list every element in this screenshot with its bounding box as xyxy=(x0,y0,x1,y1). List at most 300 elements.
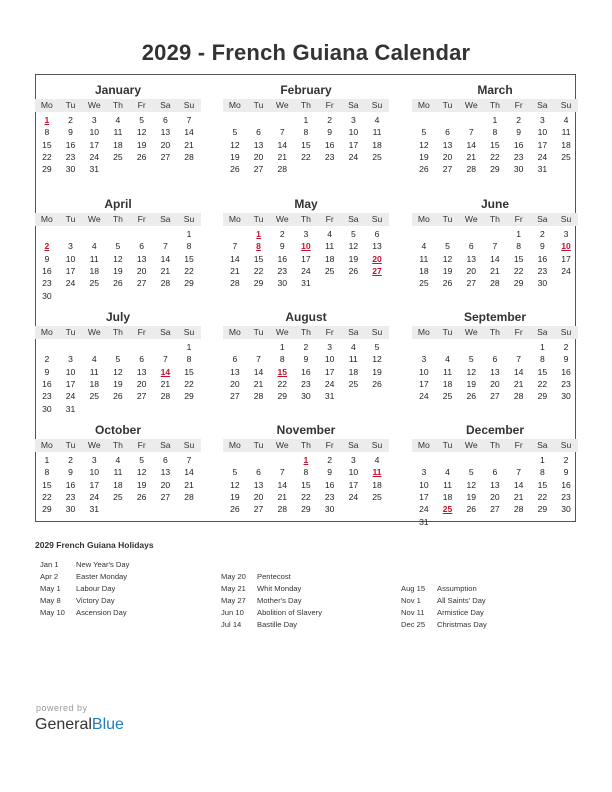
day-cell: 24 xyxy=(65,278,76,289)
day-cell: 4 xyxy=(563,115,569,125)
day-cell: 19 xyxy=(113,265,123,276)
day-cell: 31 xyxy=(324,391,335,402)
holiday-day-cell: 14 xyxy=(160,366,171,377)
day-cell: 16 xyxy=(65,139,76,150)
weekday-label: Sa xyxy=(348,214,359,224)
day-cell: 25 xyxy=(348,378,359,389)
day-cell: 2 xyxy=(327,455,333,465)
day-cell: 6 xyxy=(232,354,238,365)
holiday-name: Christmas Day xyxy=(437,620,487,629)
day-cell: 7 xyxy=(492,241,498,252)
day-cell: 6 xyxy=(139,354,145,365)
day-cell: 17 xyxy=(561,253,571,264)
day-cell: 19 xyxy=(230,151,240,162)
day-cell: 11 xyxy=(89,253,99,264)
day-cell: 22 xyxy=(301,151,311,162)
day-cell: 26 xyxy=(419,164,429,175)
day-cell: 5 xyxy=(115,354,121,365)
day-cell: 3 xyxy=(91,455,97,465)
day-cell: 10 xyxy=(348,127,359,138)
weekday-label: Sa xyxy=(537,214,548,224)
day-cell: 1 xyxy=(44,455,50,465)
day-cell: 26 xyxy=(466,504,477,515)
day-cell: 10 xyxy=(537,127,548,138)
day-cell: 7 xyxy=(162,241,168,252)
day-cell: 8 xyxy=(186,241,192,252)
day-cell: 25 xyxy=(419,278,429,289)
day-cell: 9 xyxy=(68,467,73,478)
weekday-label: Mo xyxy=(417,440,430,450)
day-cell: 24 xyxy=(348,151,359,162)
day-cell: 22 xyxy=(301,491,311,502)
day-cell: 3 xyxy=(421,467,427,478)
day-cell: 20 xyxy=(490,491,500,502)
day-cell: 10 xyxy=(324,354,335,365)
holiday-name: Bastille Day xyxy=(257,620,298,629)
day-cell: 18 xyxy=(113,479,123,490)
day-cell: 21 xyxy=(513,378,524,389)
holiday-day-cell: 1 xyxy=(256,229,261,239)
day-cell: 5 xyxy=(232,127,238,138)
day-cell: 12 xyxy=(348,241,359,252)
day-cell: 5 xyxy=(232,467,238,478)
day-cell: 14 xyxy=(513,366,524,377)
day-cell: 14 xyxy=(490,253,500,264)
day-cell: 22 xyxy=(184,378,194,389)
day-cell: 30 xyxy=(301,391,311,402)
weekday-label: Sa xyxy=(160,327,171,337)
day-cell: 19 xyxy=(113,378,123,389)
day-cell: 13 xyxy=(442,139,453,150)
day-cell: 7 xyxy=(186,115,192,125)
day-cell: 21 xyxy=(184,479,194,490)
day-cell: 2 xyxy=(279,229,285,239)
day-cell: 10 xyxy=(419,366,429,377)
day-cell: 15 xyxy=(42,479,52,490)
holiday-day-cell: 2 xyxy=(44,241,50,252)
day-cell: 19 xyxy=(419,151,429,162)
holiday-date: May 8 xyxy=(40,596,61,605)
day-cell: 3 xyxy=(350,115,356,125)
day-cell: 6 xyxy=(374,229,380,239)
day-cell: 27 xyxy=(253,504,264,515)
weekday-label: Mo xyxy=(40,214,53,224)
month-name: May xyxy=(294,197,318,211)
weekday-label: Su xyxy=(371,100,383,110)
day-cell: 3 xyxy=(421,354,427,365)
day-cell: 14 xyxy=(513,479,524,490)
holiday-name: All Saints' Day xyxy=(437,596,486,605)
day-cell: 2 xyxy=(539,229,545,239)
day-cell: 6 xyxy=(492,354,498,365)
day-cell: 8 xyxy=(44,127,50,138)
day-cell: 9 xyxy=(516,127,522,138)
day-cell: 13 xyxy=(136,253,147,264)
day-cell: 11 xyxy=(113,467,123,478)
day-cell: 7 xyxy=(516,354,522,365)
holiday-name: Whit Monday xyxy=(257,584,302,593)
day-cell: 23 xyxy=(42,391,52,402)
weekday-label: We xyxy=(464,440,478,450)
day-cell: 7 xyxy=(232,241,238,252)
weekday-label: Sa xyxy=(348,327,359,337)
holiday-name: Pentecost xyxy=(257,572,291,581)
day-cell: 30 xyxy=(65,504,76,515)
weekday-label: Mo xyxy=(40,440,53,450)
day-cell: 27 xyxy=(253,164,264,175)
day-cell: 25 xyxy=(442,391,453,402)
holiday-name: New Year's Day xyxy=(76,560,130,569)
day-cell: 28 xyxy=(490,278,500,289)
weekday-label: We xyxy=(464,214,478,224)
weekday-label: Mo xyxy=(417,100,430,110)
weekday-label: Fr xyxy=(514,440,523,450)
day-cell: 26 xyxy=(230,504,240,515)
holiday-date: Dec 25 xyxy=(401,620,426,629)
day-cell: 12 xyxy=(136,127,147,138)
day-cell: 15 xyxy=(537,479,548,490)
day-cell: 12 xyxy=(230,139,240,150)
weekday-header-row xyxy=(223,213,389,226)
day-cell: 22 xyxy=(42,151,52,162)
weekday-label: We xyxy=(87,100,101,110)
day-cell: 7 xyxy=(162,354,168,365)
month-name: December xyxy=(465,423,525,437)
weekday-label: Fr xyxy=(514,100,523,110)
day-cell: 26 xyxy=(442,278,453,289)
weekday-label: Fr xyxy=(325,327,334,337)
day-cell: 9 xyxy=(303,354,309,365)
day-cell: 17 xyxy=(537,139,548,150)
weekday-label: Th xyxy=(112,214,123,224)
day-cell: 31 xyxy=(537,164,548,175)
day-cell: 15 xyxy=(301,139,311,150)
day-cell: 2 xyxy=(563,455,569,465)
day-cell: 9 xyxy=(68,127,73,138)
day-cell: 17 xyxy=(324,366,335,377)
holiday-day-cell: 15 xyxy=(277,366,288,377)
day-cell: 10 xyxy=(65,366,76,377)
day-cell: 15 xyxy=(301,479,311,490)
day-cell: 29 xyxy=(513,278,524,289)
weekday-label: Th xyxy=(300,327,311,337)
holiday-date: May 20 xyxy=(221,572,246,581)
day-cell: 4 xyxy=(115,115,121,125)
holiday-day-cell: 10 xyxy=(301,241,311,252)
brand-logo[interactable] xyxy=(35,716,124,734)
day-cell: 15 xyxy=(253,253,264,264)
day-cell: 1 xyxy=(539,342,545,352)
weekday-header-row xyxy=(35,99,201,112)
day-cell: 30 xyxy=(65,164,76,175)
month-name: November xyxy=(276,423,336,437)
day-cell: 6 xyxy=(162,455,168,465)
day-cell: 24 xyxy=(324,378,335,389)
day-cell: 29 xyxy=(184,391,194,402)
weekday-label: Tu xyxy=(442,100,453,110)
weekday-label: Fr xyxy=(137,440,146,450)
month-name: January xyxy=(94,83,142,97)
day-cell: 4 xyxy=(374,455,380,465)
day-cell: 6 xyxy=(492,467,498,478)
day-cell: 3 xyxy=(350,455,356,465)
day-cell: 9 xyxy=(44,253,50,264)
day-cell: 2 xyxy=(68,455,73,465)
day-cell: 22 xyxy=(184,265,194,276)
day-cell: 4 xyxy=(374,115,380,125)
day-cell: 29 xyxy=(42,504,52,515)
day-cell: 16 xyxy=(42,378,52,389)
weekday-label: Tu xyxy=(65,327,76,337)
day-cell: 18 xyxy=(372,139,382,150)
day-cell: 16 xyxy=(561,479,571,490)
day-cell: 23 xyxy=(513,151,524,162)
day-cell: 13 xyxy=(160,127,171,138)
weekday-label: Mo xyxy=(228,214,241,224)
day-cell: 17 xyxy=(348,479,359,490)
day-cell: 24 xyxy=(65,391,76,402)
day-cell: 27 xyxy=(490,504,500,515)
weekday-label: Sa xyxy=(537,100,548,110)
weekday-label: Th xyxy=(489,214,500,224)
day-cell: 18 xyxy=(113,139,123,150)
day-cell: 31 xyxy=(419,516,429,527)
holiday-day-cell: 20 xyxy=(372,253,382,264)
day-cell: 31 xyxy=(65,403,76,414)
day-cell: 13 xyxy=(230,366,240,377)
day-cell: 19 xyxy=(348,253,359,264)
day-cell: 5 xyxy=(115,241,121,252)
day-cell: 8 xyxy=(539,354,545,365)
day-cell: 10 xyxy=(65,253,76,264)
day-cell: 4 xyxy=(115,455,121,465)
weekday-header-row xyxy=(35,326,201,339)
weekday-label: Tu xyxy=(442,214,453,224)
weekday-label: Th xyxy=(489,100,500,110)
weekday-label: Th xyxy=(489,440,500,450)
day-cell: 9 xyxy=(539,241,545,252)
weekday-label: We xyxy=(464,327,478,337)
holiday-day-cell: 25 xyxy=(442,504,453,515)
day-cell: 9 xyxy=(563,354,569,365)
day-cell: 12 xyxy=(466,366,477,377)
weekday-label: Sa xyxy=(160,214,171,224)
holiday-name: Mother's Day xyxy=(257,596,302,605)
day-cell: 30 xyxy=(277,278,288,289)
weekday-label: We xyxy=(275,100,289,110)
day-cell: 25 xyxy=(113,151,123,162)
day-cell: 17 xyxy=(65,378,76,389)
day-cell: 27 xyxy=(136,278,147,289)
day-cell: 13 xyxy=(253,479,264,490)
day-cell: 1 xyxy=(186,342,192,352)
day-cell: 7 xyxy=(279,467,285,478)
weekday-label: Sa xyxy=(348,440,359,450)
day-cell: 31 xyxy=(301,278,311,289)
weekday-header-row xyxy=(412,99,578,112)
weekday-label: Fr xyxy=(514,214,523,224)
day-cell: 27 xyxy=(490,391,500,402)
day-cell: 1 xyxy=(303,115,309,125)
day-cell: 21 xyxy=(277,491,288,502)
holiday-name: Assumption xyxy=(437,584,477,593)
day-cell: 25 xyxy=(89,278,100,289)
weekday-label: Su xyxy=(371,327,383,337)
weekday-label: Tu xyxy=(65,214,76,224)
day-cell: 4 xyxy=(421,241,427,252)
month-name: October xyxy=(94,423,141,437)
holiday-date: Apr 2 xyxy=(40,572,59,581)
weekday-label: Fr xyxy=(137,100,146,110)
weekday-label: Tu xyxy=(253,214,264,224)
day-cell: 26 xyxy=(466,391,477,402)
day-cell: 13 xyxy=(253,139,264,150)
day-cell: 15 xyxy=(184,366,194,377)
day-cell: 11 xyxy=(419,253,429,264)
day-cell: 30 xyxy=(42,403,52,414)
day-cell: 25 xyxy=(372,151,382,162)
month-name: August xyxy=(285,310,327,324)
day-cell: 31 xyxy=(89,164,100,175)
weekday-label: Fr xyxy=(325,440,334,450)
day-cell: 21 xyxy=(513,491,524,502)
weekday-label: Tu xyxy=(65,100,76,110)
weekday-header-row xyxy=(223,99,389,112)
day-cell: 15 xyxy=(537,366,548,377)
day-cell: 27 xyxy=(160,491,171,502)
day-cell: 23 xyxy=(301,378,311,389)
day-cell: 17 xyxy=(65,265,76,276)
day-cell: 26 xyxy=(113,278,123,289)
day-cell: 18 xyxy=(442,378,453,389)
day-cell: 1 xyxy=(186,229,192,239)
day-cell: 24 xyxy=(89,491,100,502)
holiday-name: Abolition of Slavery xyxy=(257,608,323,617)
holiday-day-cell: 11 xyxy=(372,467,382,478)
day-cell: 17 xyxy=(419,491,429,502)
day-cell: 11 xyxy=(372,127,382,138)
day-cell: 10 xyxy=(419,479,429,490)
day-cell: 16 xyxy=(42,265,52,276)
day-cell: 4 xyxy=(91,241,97,252)
holidays-title: 2029 French Guiana Holidays xyxy=(35,540,154,550)
weekday-label: Fr xyxy=(514,327,523,337)
day-cell: 16 xyxy=(65,479,76,490)
day-cell: 14 xyxy=(277,479,288,490)
day-cell: 12 xyxy=(113,253,123,264)
day-cell: 6 xyxy=(162,115,168,125)
day-cell: 7 xyxy=(256,354,261,365)
day-cell: 23 xyxy=(561,378,571,389)
weekday-label: Th xyxy=(300,440,311,450)
day-cell: 29 xyxy=(277,391,288,402)
holiday-date: Jun 10 xyxy=(221,608,244,617)
day-cell: 25 xyxy=(561,151,571,162)
day-cell: 6 xyxy=(445,127,450,138)
day-cell: 14 xyxy=(160,253,171,264)
day-cell: 22 xyxy=(537,378,548,389)
day-cell: 15 xyxy=(184,253,194,264)
weekday-label: We xyxy=(87,440,101,450)
weekday-label: Mo xyxy=(417,327,430,337)
weekday-label: We xyxy=(87,327,101,337)
day-cell: 18 xyxy=(561,139,571,150)
day-cell: 7 xyxy=(468,127,474,138)
holiday-day-cell: 27 xyxy=(372,265,382,276)
month-name: June xyxy=(480,197,509,211)
weekday-label: We xyxy=(464,100,478,110)
holiday-date: Aug 15 xyxy=(401,584,426,593)
day-cell: 20 xyxy=(136,378,147,389)
weekday-header-row xyxy=(412,439,578,452)
weekday-label: Th xyxy=(112,327,123,337)
holiday-date: May 21 xyxy=(221,584,246,593)
weekday-header-row xyxy=(35,213,201,226)
day-cell: 24 xyxy=(348,491,359,502)
weekday-label: Sa xyxy=(348,100,359,110)
day-cell: 28 xyxy=(230,278,240,289)
day-cell: 19 xyxy=(372,366,382,377)
weekday-header-row xyxy=(223,439,389,452)
day-cell: 16 xyxy=(513,139,524,150)
day-cell: 25 xyxy=(372,491,382,502)
day-cell: 11 xyxy=(113,127,123,138)
day-cell: 21 xyxy=(253,378,264,389)
weekday-label: Su xyxy=(183,100,195,110)
weekday-label: Tu xyxy=(253,100,264,110)
day-cell: 7 xyxy=(516,467,522,478)
day-cell: 28 xyxy=(513,391,524,402)
day-cell: 27 xyxy=(160,151,171,162)
day-cell: 6 xyxy=(468,241,474,252)
weekday-label: Su xyxy=(560,214,572,224)
day-cell: 19 xyxy=(466,378,477,389)
day-cell: 23 xyxy=(65,491,76,502)
day-cell: 23 xyxy=(324,151,335,162)
day-cell: 25 xyxy=(324,265,335,276)
weekday-label: Sa xyxy=(537,440,548,450)
day-cell: 1 xyxy=(492,115,498,125)
day-cell: 30 xyxy=(513,164,524,175)
weekday-label: Mo xyxy=(228,327,241,337)
day-cell: 12 xyxy=(419,139,429,150)
day-cell: 27 xyxy=(466,278,477,289)
day-cell: 2 xyxy=(563,342,569,352)
day-cell: 1 xyxy=(516,229,522,239)
day-cell: 19 xyxy=(230,491,240,502)
day-cell: 3 xyxy=(539,115,545,125)
month-name: February xyxy=(280,83,332,97)
day-cell: 27 xyxy=(136,391,147,402)
day-cell: 7 xyxy=(279,127,285,138)
day-cell: 12 xyxy=(372,354,382,365)
weekday-label: Mo xyxy=(228,440,241,450)
day-cell: 3 xyxy=(303,229,309,239)
day-cell: 13 xyxy=(160,467,171,478)
day-cell: 8 xyxy=(186,354,192,365)
day-cell: 21 xyxy=(466,151,477,162)
day-cell: 30 xyxy=(561,391,571,402)
day-cell: 24 xyxy=(537,151,548,162)
month-name: July xyxy=(105,310,130,324)
day-cell: 16 xyxy=(537,253,548,264)
weekday-label: Mo xyxy=(40,100,53,110)
powered-by-label: powered by xyxy=(36,703,88,713)
day-cell: 2 xyxy=(68,115,73,125)
day-cell: 1 xyxy=(539,455,545,465)
day-cell: 28 xyxy=(277,164,288,175)
day-cell: 11 xyxy=(89,366,99,377)
